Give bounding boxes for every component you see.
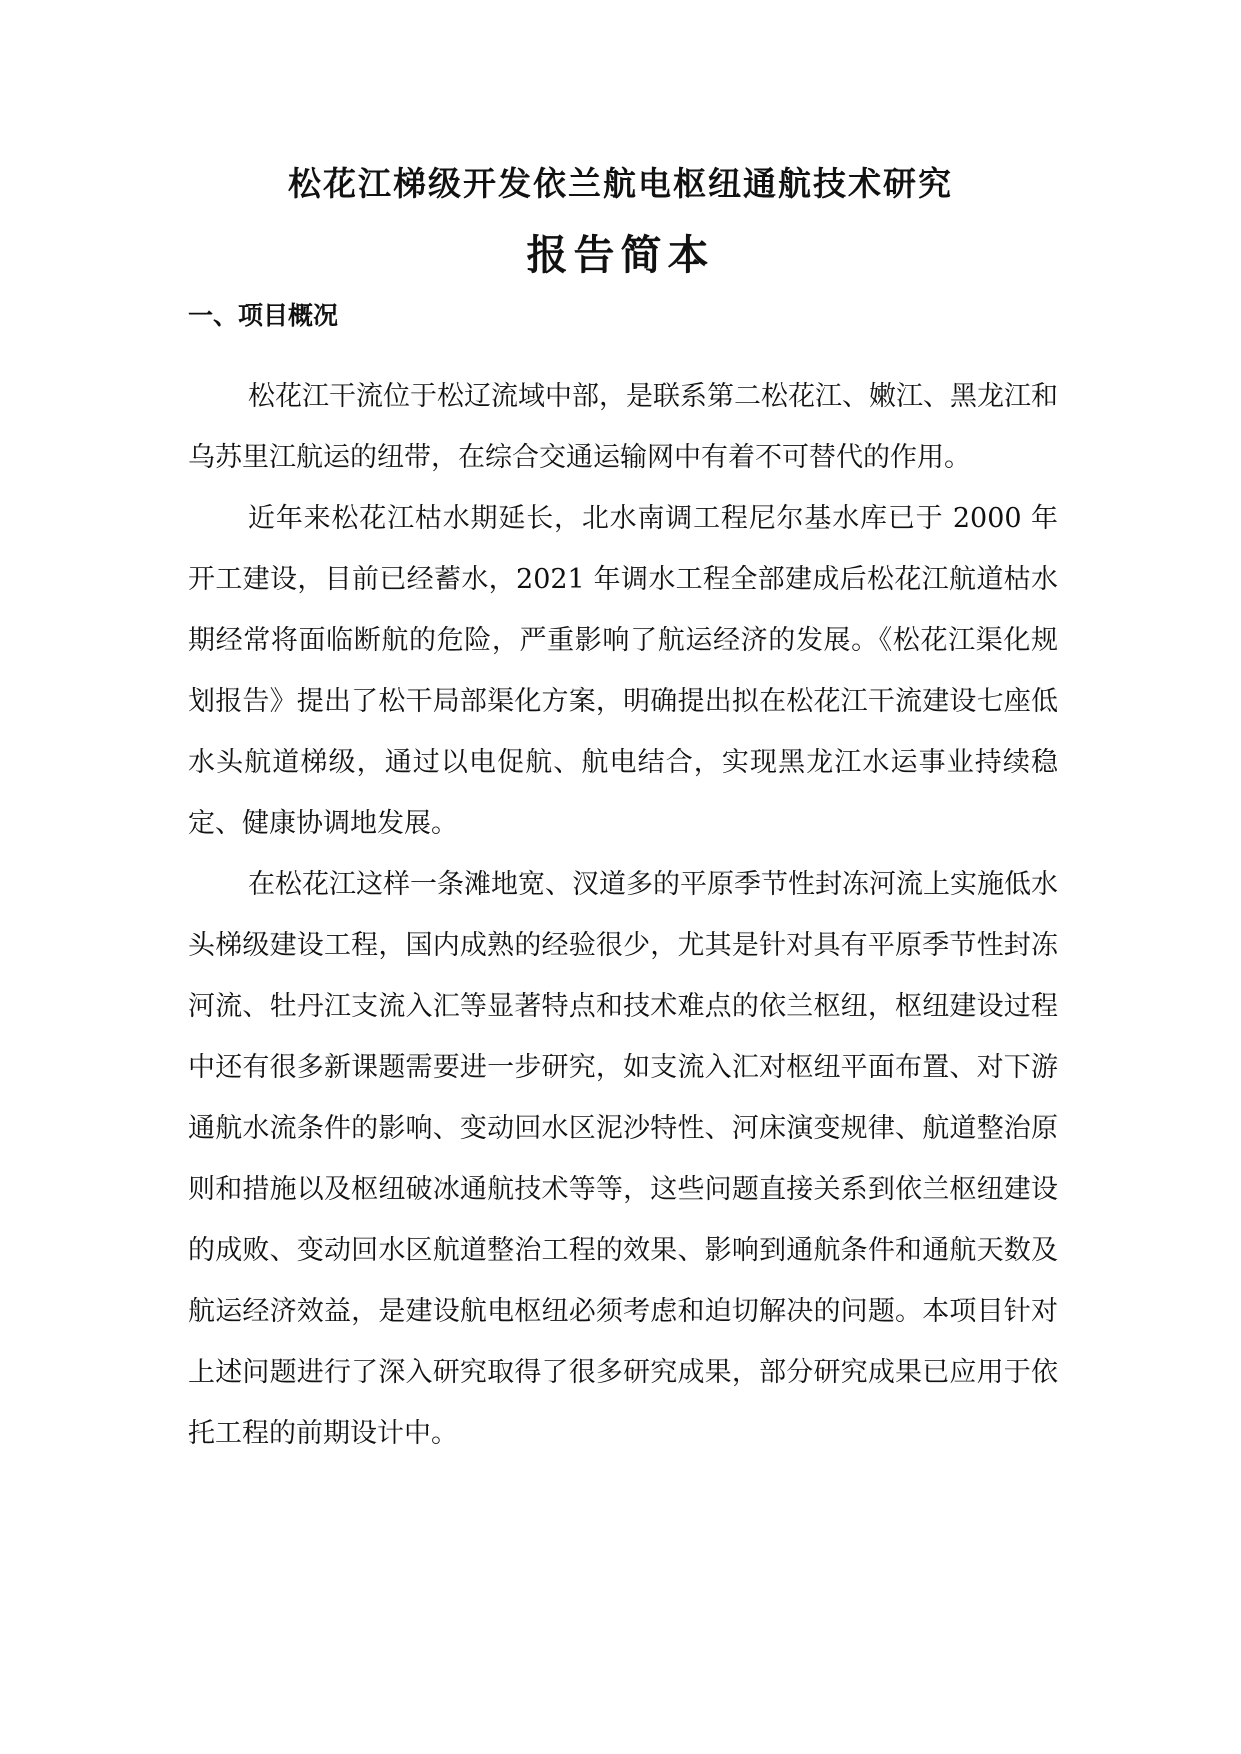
section-body xyxy=(188,366,1058,1464)
paragraph-1: 松花江干流位于松辽流域中部，是联系第二松花江、嫩江、黑龙江和乌苏里江航运的纽带，在综合交通运输网中有着不可替代的作用。 xyxy=(188,381,1058,473)
paragraph-2: 近年来松花江枯水期延长，北水南调工程尼尔基水库已于 2000 年开工建设，目前已经蓄水，2021 年调水工程全部建成后松花江航道枯水期经常将面临断航的危险，严重影响了航运经济的发展。《松花江渠化规划报告》提出了松干局部渠化方案，明确提出拟在松花江干流建设七座低水头航道梯级，通过以电促航、航电结合，实现黑龙江水运事业持续稳定、健康协调地发展。 xyxy=(188,503,1058,839)
paragraph-3: 在松花江这样一条滩地宽、汊道多的平原季节性封冻河流上实施低水头梯级建设工程，国内成熟的经验很少，尤其是针对具有平原季节性封冻河流、牡丹江支流入汇等显著特点和技术难点的依兰枢纽，枢纽建设过程中还有很多新课题需要进一步研究，如支流入汇对枢纽平面布置、对下游通航水流条件的影响、变动回水区泥沙特性、河床演变规律、航道整治原则和措施以及枢纽破冰通航技术等等，这些问题直接关系到依兰枢纽建设的成败、变动回水区航道整治工程的效果、影响到通航条件和通航天数及航运经济效益，是建设航电枢纽必须考虑和迫切解决的问题。本项目针对上述问题进行了深入研究取得了很多研究成果，部分研究成果已应用于依托工程的前期设计中。 xyxy=(188,869,1058,1449)
document-subtitle: 报告简本 xyxy=(526,231,715,279)
section-heading: 一、项目概况 xyxy=(188,301,339,330)
document-title: 松花江梯级开发依兰航电枢纽通航技术研究 xyxy=(288,164,953,203)
